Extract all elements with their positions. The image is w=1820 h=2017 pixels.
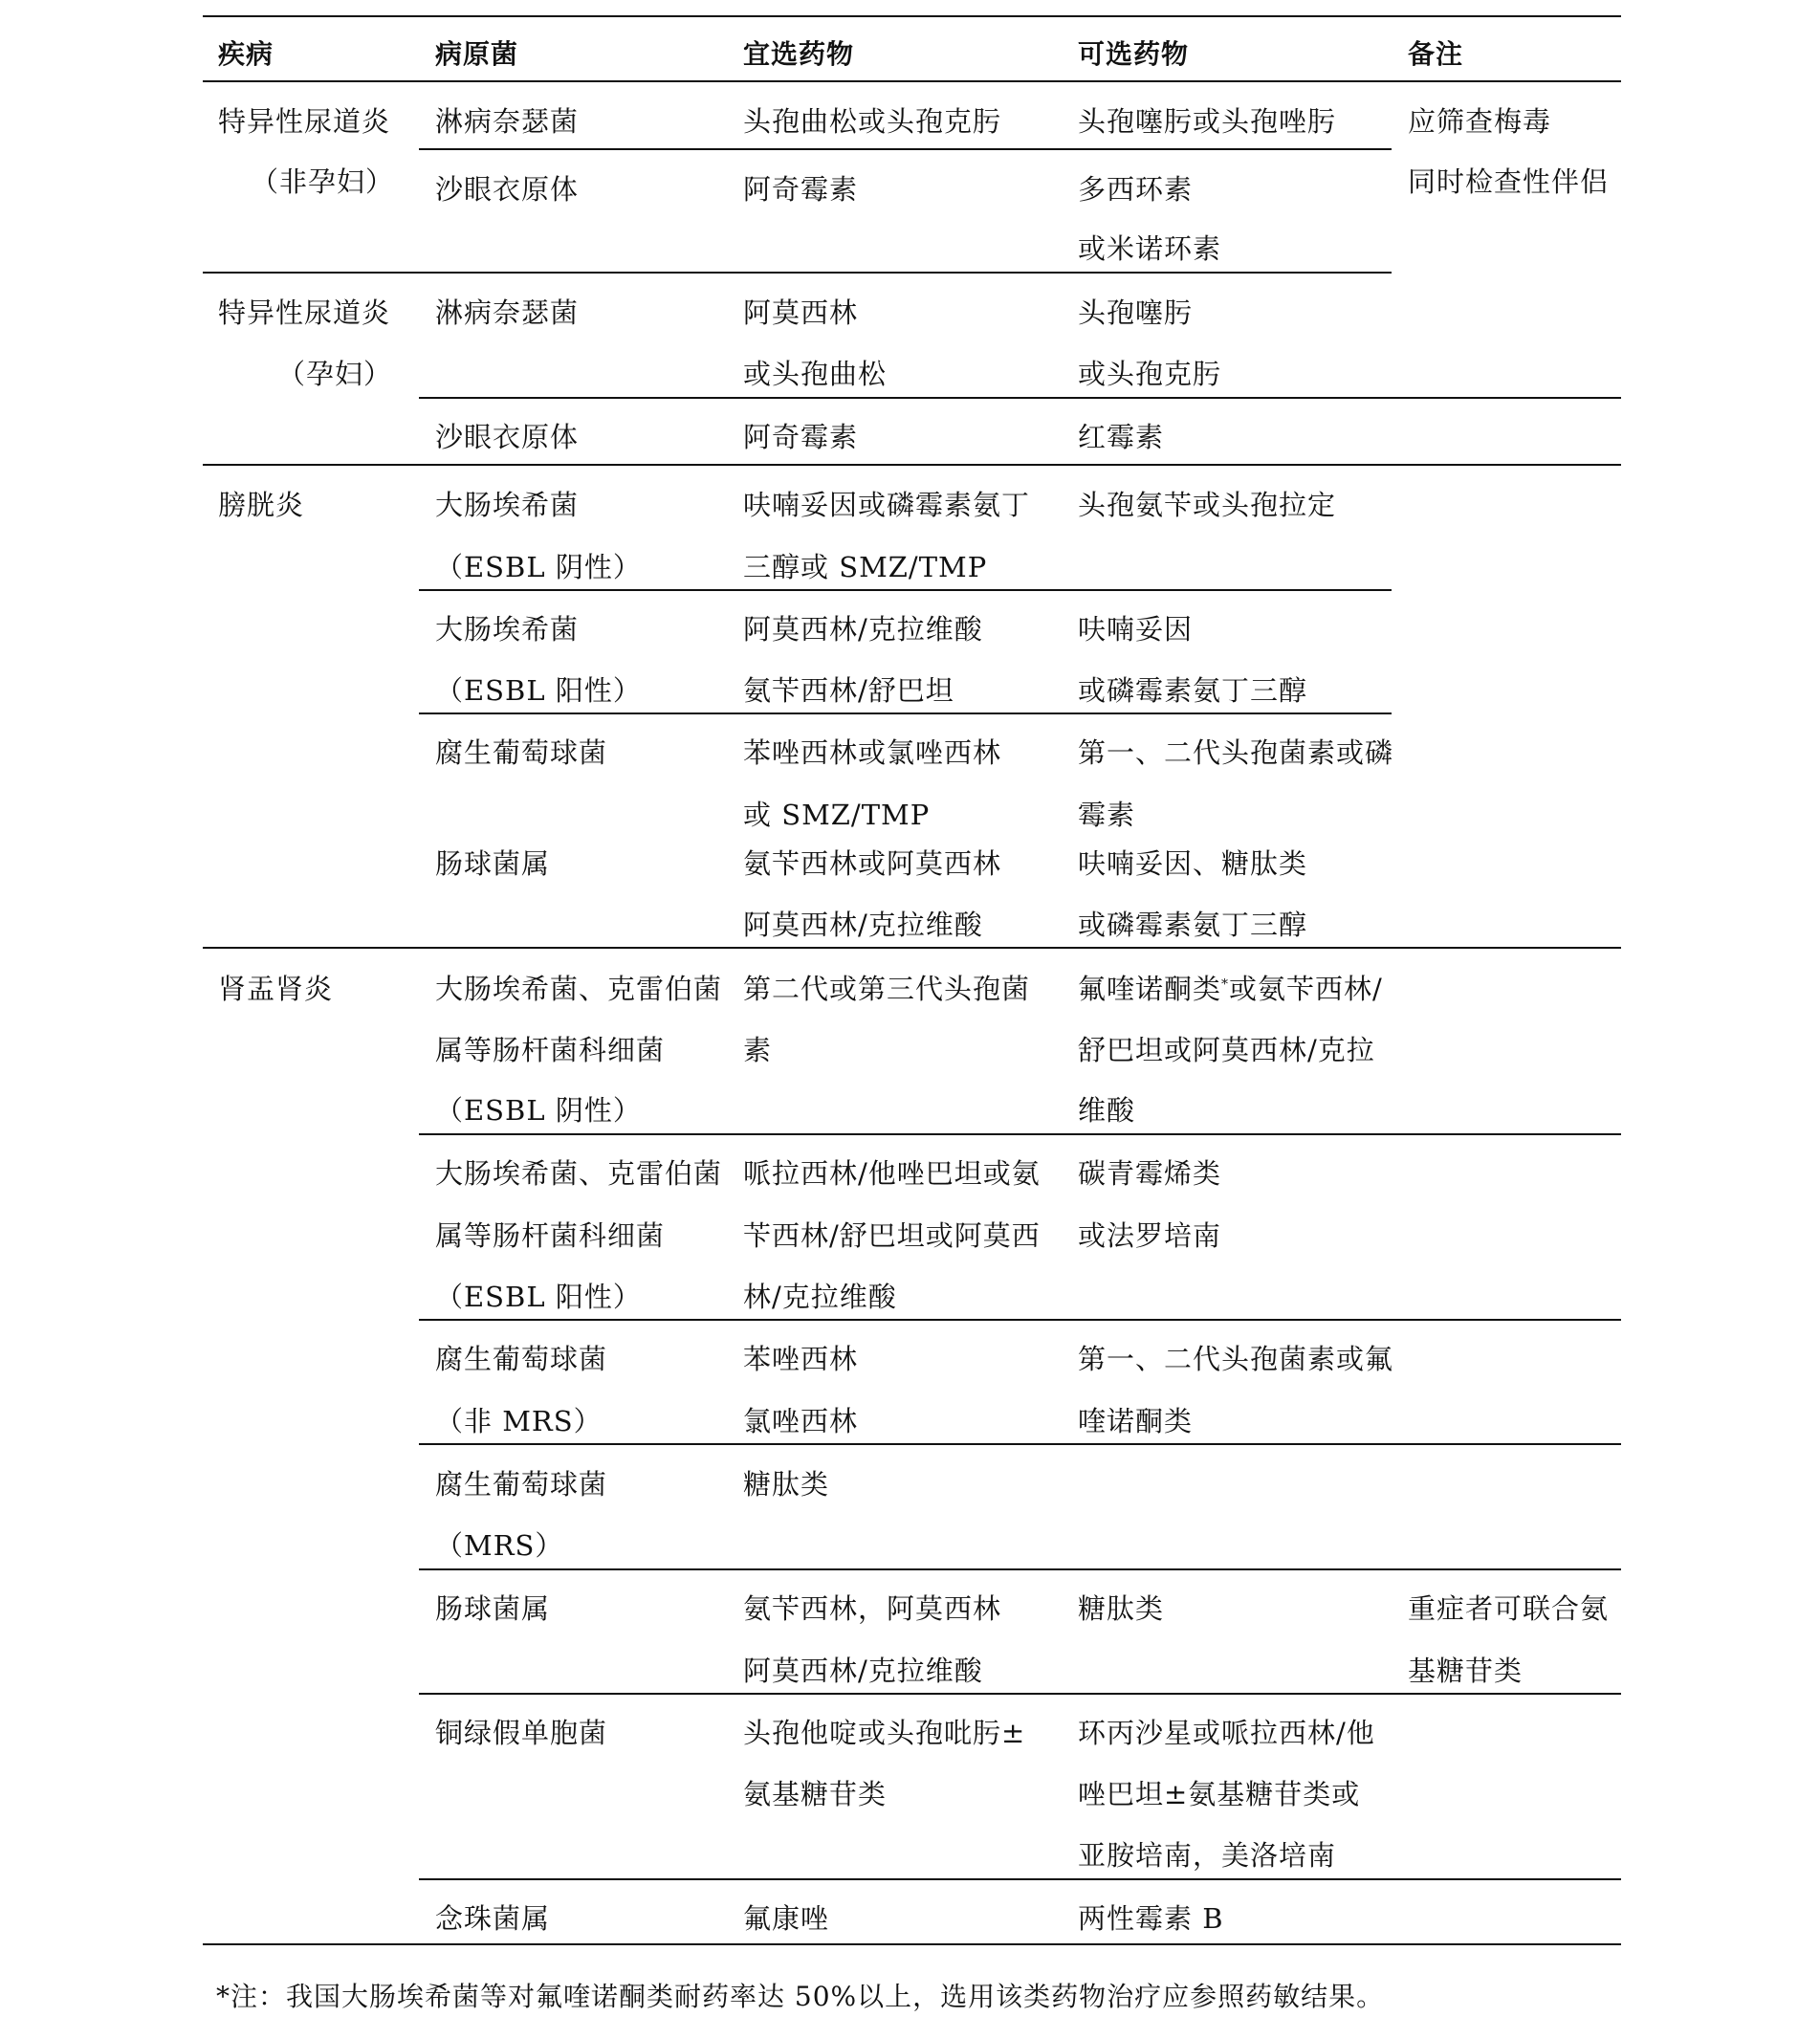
pathogen-cell: （ESBL 阳性） <box>435 1281 642 1313</box>
pathogen-cell: 大肠埃希菌 <box>435 489 580 521</box>
row-rule <box>419 1443 1621 1445</box>
preferred-cell: 林/克拉维酸 <box>743 1281 897 1313</box>
group-rule <box>203 272 1392 274</box>
group-rule <box>203 947 1621 949</box>
pathogen-cell: 铜绿假单胞菌 <box>435 1717 608 1749</box>
group-rule <box>203 464 1621 466</box>
preferred-cell: 第二代或第三代头孢菌 <box>743 973 1031 1005</box>
preferred-cell: 苯唑西林或氯唑西林 <box>743 736 1002 769</box>
preferred-cell: 哌拉西林/他唑巴坦或氨 <box>743 1157 1041 1190</box>
header-alternative: 可选药物 <box>1078 38 1190 70</box>
pathogen-cell: 念珠菌属 <box>435 1902 551 1935</box>
preferred-cell: 氨苄西林/舒巴坦 <box>743 674 954 707</box>
pathogen-cell: （ESBL 阴性） <box>435 1094 642 1127</box>
notes-cell: 同时检查性伴侣 <box>1408 165 1610 198</box>
preferred-cell: 阿莫西林/克拉维酸 <box>743 613 983 646</box>
notes-cell: 应筛查梅毒 <box>1408 105 1552 138</box>
alternative-cell: 或头孢克肟 <box>1078 358 1222 390</box>
header-disease: 疾病 <box>218 38 274 70</box>
preferred-cell: 氯唑西林 <box>743 1405 859 1437</box>
disease-cell: 肾盂肾炎 <box>218 973 334 1005</box>
alternative-cell: 氟喹诺酮类*或氨苄西林/ <box>1078 973 1383 1005</box>
preferred-cell: 头孢他啶或头孢吡肟± <box>743 1717 1026 1749</box>
preferred-cell: 阿莫西林/克拉维酸 <box>743 909 983 941</box>
row-rule <box>419 1878 1621 1880</box>
notes-cell: 基糖苷类 <box>1408 1655 1524 1687</box>
pathogen-cell: （ESBL 阳性） <box>435 674 642 707</box>
preferred-cell: 氨基糖苷类 <box>743 1778 888 1810</box>
pathogen-cell: 腐生葡萄球菌 <box>435 1468 608 1501</box>
row-rule <box>419 148 1392 150</box>
row-rule <box>419 1133 1621 1135</box>
alternative-cell: 或磷霉素氨丁三醇 <box>1078 909 1308 941</box>
pathogen-cell: 大肠埃希菌 <box>435 613 580 646</box>
preferred-cell: 或 SMZ/TMP <box>743 799 931 831</box>
alternative-cell: 或磷霉素氨丁三醇 <box>1078 674 1308 707</box>
alternative-cell: 呋喃妥因 <box>1078 613 1194 646</box>
table-top-rule <box>203 15 1621 17</box>
alternative-cell: 呋喃妥因、糖肽类 <box>1078 847 1308 880</box>
footnote <box>216 1978 1384 2016</box>
disease-cell: 特异性尿道炎 <box>218 105 391 138</box>
alternative-cell: 或米诺环素 <box>1078 232 1222 265</box>
alternative-cell: 多西环素 <box>1078 173 1194 206</box>
preferred-cell: 素 <box>743 1034 773 1066</box>
disease-cell: （孕妇） <box>277 358 393 390</box>
pathogen-cell: 腐生葡萄球菌 <box>435 736 608 769</box>
alternative-cell: 红霉素 <box>1078 421 1165 453</box>
alternative-cell: 第一、二代头孢菌素或磷 <box>1078 736 1394 769</box>
preferred-cell: 阿莫西林 <box>743 296 859 329</box>
alternative-cell: 头孢氨苄或头孢拉定 <box>1078 489 1337 521</box>
preferred-cell: 氨苄西林或阿莫西林 <box>743 847 1002 880</box>
preferred-cell: 氨苄西林，阿莫西林 <box>743 1592 1002 1625</box>
alternative-cell: 头孢噻肟 <box>1078 296 1194 329</box>
alternative-cell: 喹诺酮类 <box>1078 1405 1194 1437</box>
pathogen-cell: 腐生葡萄球菌 <box>435 1343 608 1375</box>
preferred-cell: 氟康唑 <box>743 1902 830 1935</box>
preferred-cell: 苯唑西林 <box>743 1343 859 1375</box>
pathogen-cell: 沙眼衣原体 <box>435 421 580 453</box>
alternative-cell: 糖肽类 <box>1078 1592 1165 1625</box>
preferred-cell: 头孢曲松或头孢克肟 <box>743 105 1002 138</box>
preferred-cell: 阿莫西林/克拉维酸 <box>743 1655 983 1687</box>
row-rule <box>419 397 1621 399</box>
header-preferred: 宜选药物 <box>743 38 855 70</box>
pathogen-cell: 属等肠杆菌科细菌 <box>435 1034 666 1066</box>
preferred-cell: 糖肽类 <box>743 1468 830 1501</box>
footnote-marker: * <box>1221 976 1230 993</box>
pathogen-cell: 沙眼衣原体 <box>435 173 580 206</box>
preferred-cell: 或头孢曲松 <box>743 358 888 390</box>
disease-cell: （非孕妇） <box>251 165 395 198</box>
preferred-cell: 阿奇霉素 <box>743 173 859 206</box>
pathogen-cell: 肠球菌属 <box>435 847 551 880</box>
footnote-text: 我国大肠埃希菌等对氟喹诺酮类耐药率达 50%以上，选用该类药物治疗应参照药敏结果。 <box>286 1981 1385 2012</box>
alternative-cell: 第一、二代头孢菌素或氟 <box>1078 1343 1394 1375</box>
alternative-cell: 头孢噻肟或头孢唑肟 <box>1078 105 1337 138</box>
row-rule <box>419 713 1392 714</box>
footnote-mark: *注： <box>216 1981 287 2012</box>
alternative-cell: 唑巴坦±氨基糖苷类或 <box>1078 1778 1361 1810</box>
pathogen-cell: （ESBL 阴性） <box>435 551 642 583</box>
header-notes: 备注 <box>1408 38 1464 70</box>
alternative-cell: 亚胺培南，美洛培南 <box>1078 1839 1337 1872</box>
alternative-cell: 舒巴坦或阿莫西林/克拉 <box>1078 1034 1375 1066</box>
disease-cell: 膀胱炎 <box>218 489 305 521</box>
pathogen-cell: 大肠埃希菌、克雷伯菌 <box>435 973 723 1005</box>
table-bottom-rule <box>203 1943 1621 1945</box>
preferred-cell: 阿奇霉素 <box>743 421 859 453</box>
row-rule <box>419 1319 1621 1321</box>
pathogen-cell: 属等肠杆菌科细菌 <box>435 1219 666 1252</box>
header-rule <box>203 80 1621 82</box>
preferred-cell: 三醇或 SMZ/TMP <box>743 551 988 583</box>
alternative-cell: 碳青霉烯类 <box>1078 1157 1222 1190</box>
disease-cell: 特异性尿道炎 <box>218 296 391 329</box>
row-rule <box>419 589 1392 591</box>
header-pathogen: 病原菌 <box>435 38 519 70</box>
alternative-cell: 或法罗培南 <box>1078 1219 1222 1252</box>
alternative-cell: 维酸 <box>1078 1094 1136 1127</box>
pathogen-cell: 肠球菌属 <box>435 1592 551 1625</box>
row-rule <box>419 1693 1621 1695</box>
pathogen-cell: （MRS） <box>435 1529 564 1562</box>
row-rule <box>419 1568 1621 1570</box>
pathogen-cell: （非 MRS） <box>435 1405 603 1437</box>
preferred-cell: 苄西林/舒巴坦或阿莫西 <box>743 1219 1041 1252</box>
alternative-cell: 环丙沙星或哌拉西林/他 <box>1078 1717 1375 1749</box>
pathogen-cell: 淋病奈瑟菌 <box>435 296 580 329</box>
pathogen-cell: 淋病奈瑟菌 <box>435 105 580 138</box>
notes-cell: 重症者可联合氨 <box>1408 1592 1610 1625</box>
alternative-cell: 两性霉素 B <box>1078 1902 1224 1935</box>
pathogen-cell: 大肠埃希菌、克雷伯菌 <box>435 1157 723 1190</box>
alternative-cell: 霉素 <box>1078 799 1136 831</box>
preferred-cell: 呋喃妥因或磷霉素氨丁 <box>743 489 1031 521</box>
